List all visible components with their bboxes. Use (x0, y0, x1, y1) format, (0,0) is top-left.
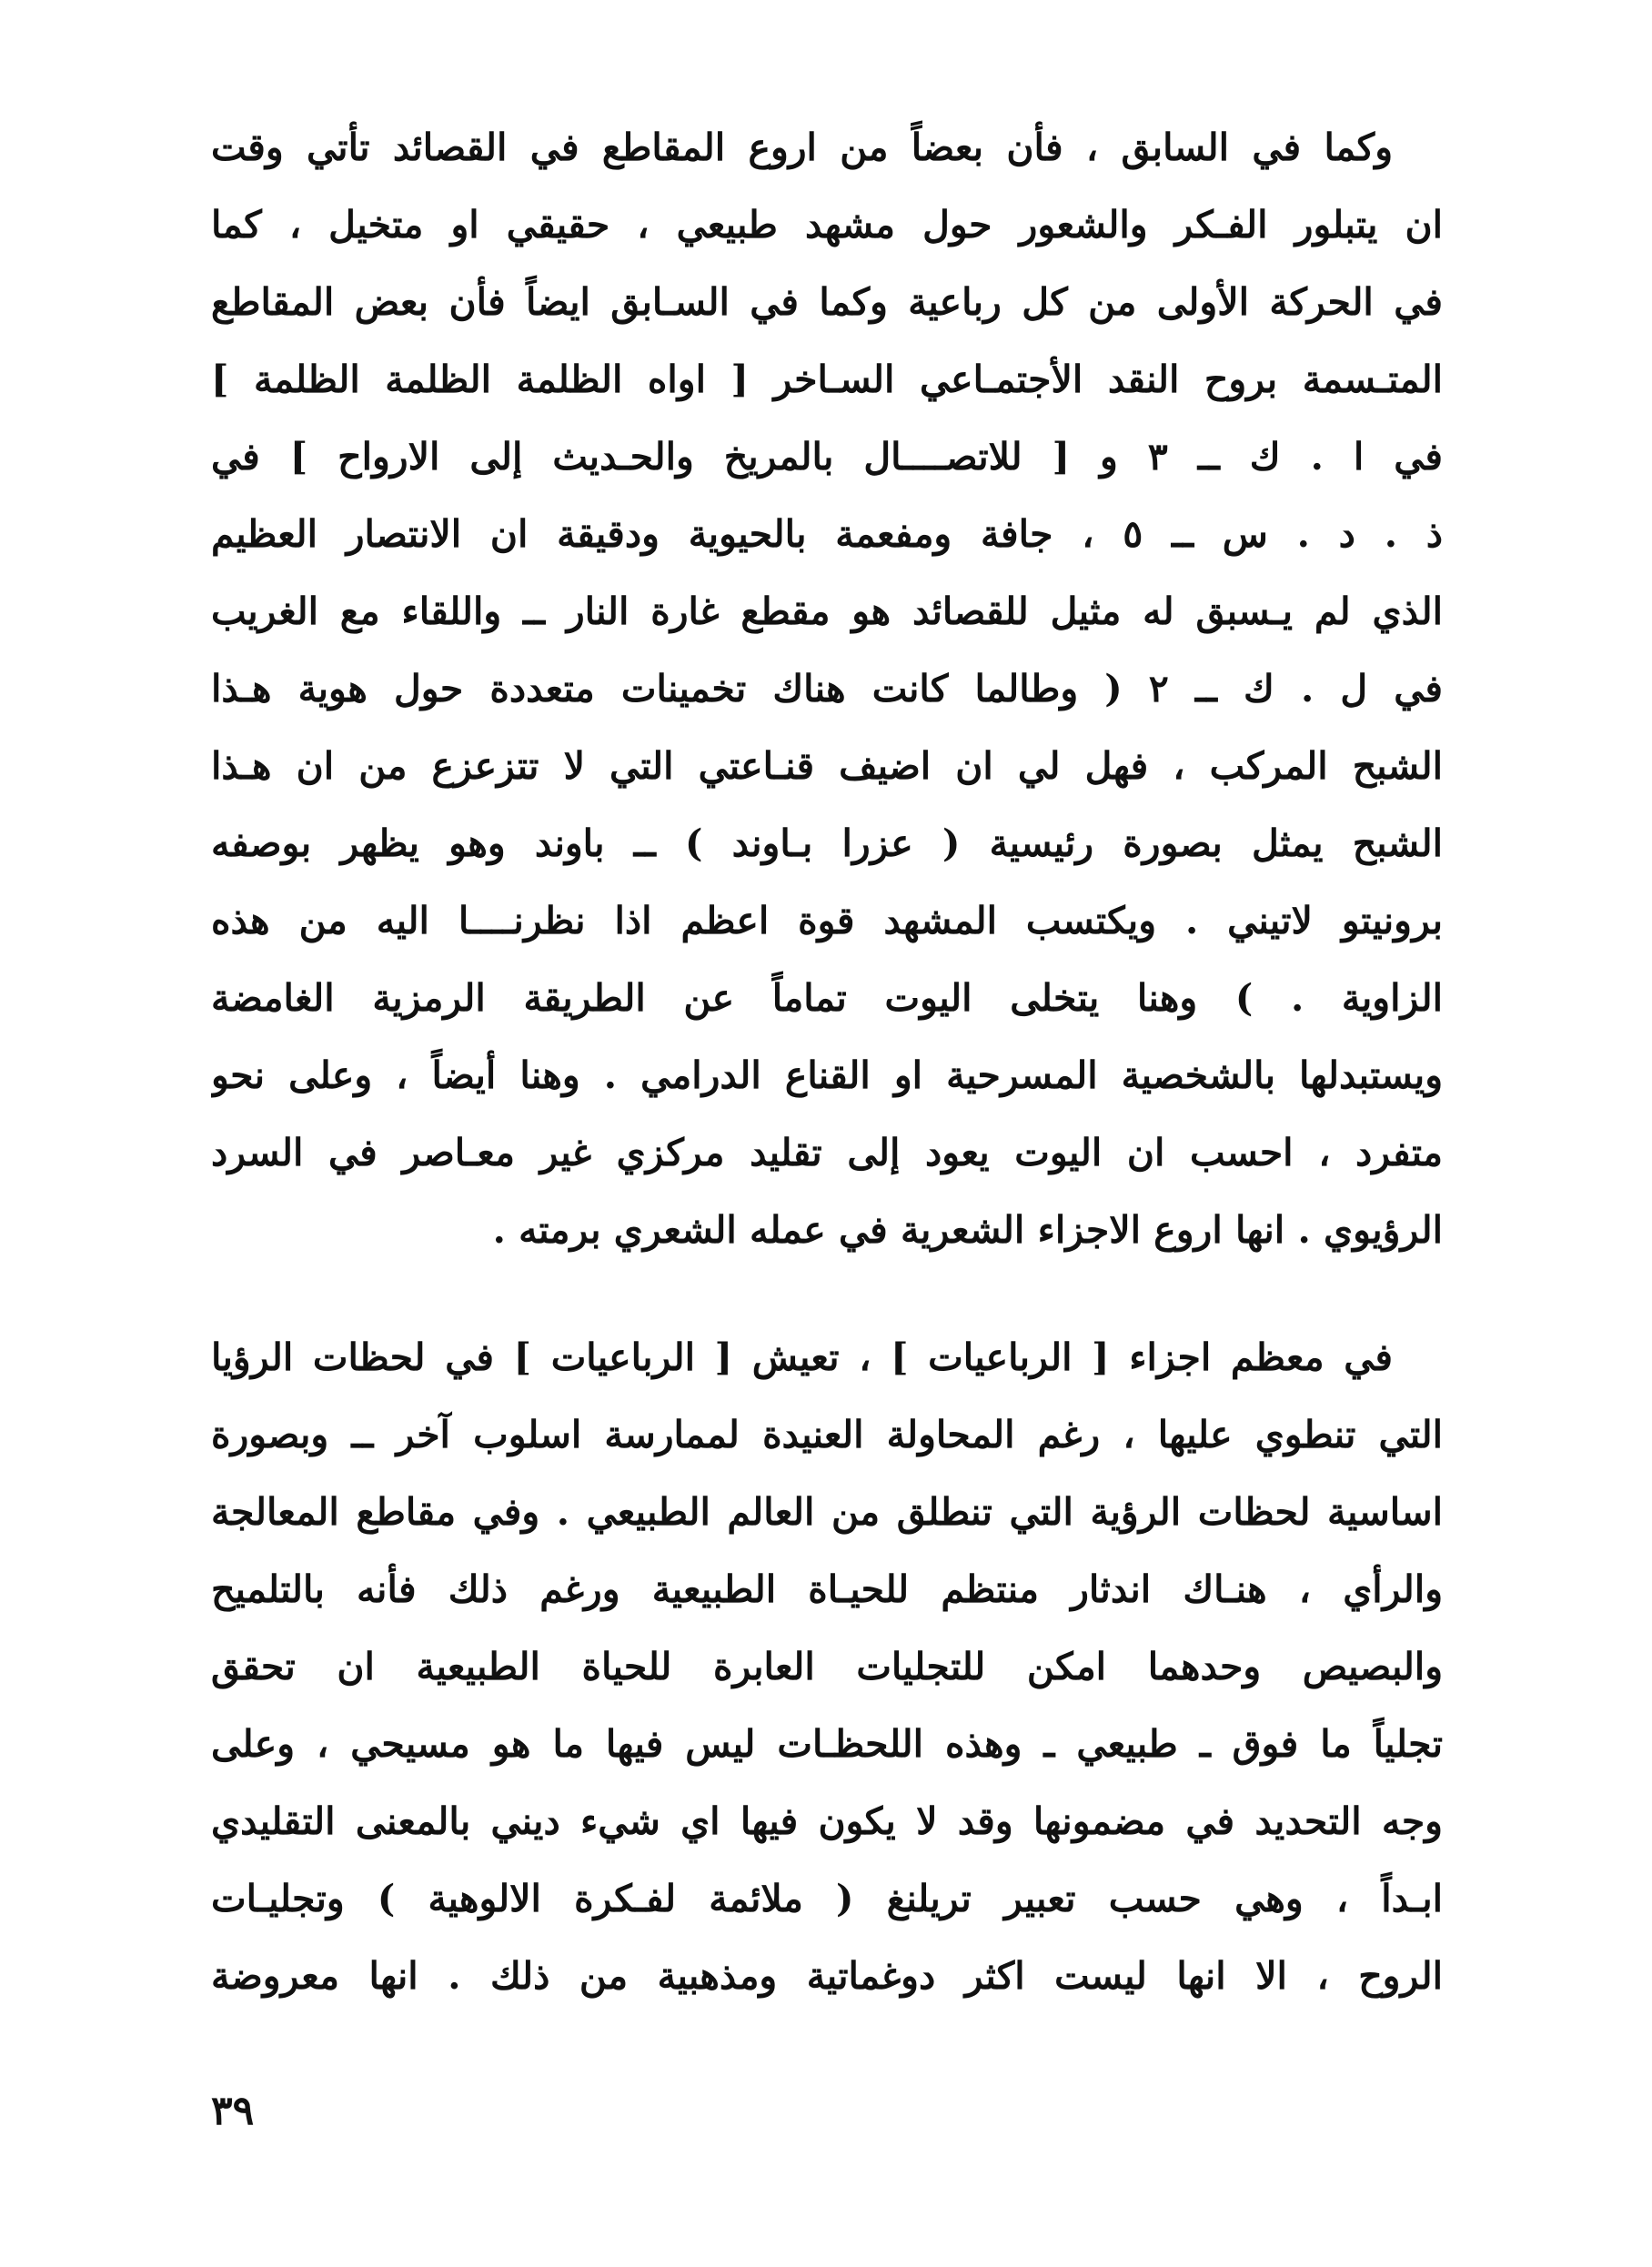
page-number: ٣٩ (211, 2088, 255, 2134)
text-line: في الحركة الأولى من كل رباعية وكما في السـابق ايضاً فأن بعض المقاطع (211, 280, 1443, 324)
text-line: التي تنطوي عليها ، رغم المحاولة العنيدة لممارسة اسلوب آخر ــ وبصورة (211, 1413, 1443, 1456)
text-line: اساسية لحظات الرؤية التي تنطلق من العالم الطبيعي . وفي مقاطع المعالجة (211, 1490, 1443, 1534)
paragraph-1 (211, 109, 1443, 1269)
text-line: في ا . ك ــ ٣ و [ للاتصــــال بالمريخ والحـديث إلى الارواح ] في (211, 435, 1443, 479)
paragraph-2 (211, 1319, 1443, 2015)
text-line: في ل . ك ــ ٢ ( وطالما كانت هناك تخمينات متعددة حول هوية هـذا (211, 667, 1443, 710)
text-line: الذي لم يـسبق له مثيل للقصائد هو مقطع غارة النار ــ واللقاء مع الغريب (211, 589, 1443, 633)
text-line: في معظم اجزاء [ الرباعيات ] ، تعيش [ الرباعيات ] في لحظات الرؤيا (211, 1335, 1393, 1379)
text-line: ابـداً ، وهي حسب تعبير تريلنغ ( ملائمة لفـكرة الالوهية ) وتجليـات (211, 1877, 1443, 1920)
text-line: برونيتو لاتيني . ويكتسب المشهد قوة اعظم اذا نظرنــــا اليه من هذه (211, 899, 1443, 942)
text-line: الشبح يمثل بصورة رئيسية ( عزرا بـاوند ) ــ باوند وهو يظهر بوصفه (211, 821, 1443, 865)
text-line: ذ . د . س ــ ٥ ، جافة ومفعمة بالحيوية ودقيقة ان الانتصار العظيم (211, 512, 1443, 556)
text-line: وجه التحديد في مضمونها وقد لا يكون فيها اي شيء ديني بالمعنى التقليدي (211, 1799, 1443, 1843)
text-line: الزاوية . ) وهنا يتخلى اليوت تماماً عن الطريقة الرمزية الغامضة (211, 976, 1443, 1020)
text-line: المتـسمة بروح النقد الأجتمـاعي السـاخر [ اواه الظلمة الظلمة الظلمة ] (211, 358, 1443, 401)
text-line: الشبح المركب ، فهل لي ان اضيف قنـاعتي التي لا تتزعزع من ان هـذا (211, 744, 1443, 788)
text-line: متفرد ، احسب ان اليوت يعود إلى تقليد مركزي غير معـاصر في السرد (211, 1131, 1443, 1174)
text-line: والرأي ، هنـاك اندثار منتظم للحيـاة الطبيعية ورغم ذلك فأنه بالتلميح (211, 1567, 1443, 1611)
text-line: ان يتبلور الفـكر والشعور حول مشهد طبيعي ، حقيقي او متخيل ، كما (211, 203, 1443, 247)
text-line: تجلياً ما فوق ـ طبيعي ـ وهذه اللحظـات ليس فيها ما هو مسيحي ، وعلى (211, 1722, 1443, 1766)
text-line: الروح ، الا انها ليست اكثر دوغماتية ومذهبية من ذلك . انها معروضة (211, 1954, 1443, 1998)
text-line: والبصيص وحدهما امكن للتجليات العابرة للحياة الطبيعية ان تحقق (211, 1645, 1443, 1688)
text-line: الرؤيوي . انها اروع الاجزاء الشعرية في عمله الشعري برمته . (492, 1208, 1443, 1252)
text-line: وكما في السابق ، فأن بعضاً من اروع المقاطع في القصائد تأتي وقت (211, 126, 1393, 169)
text-line: ويستبدلها بالشخصية المسرحية او القناع الدرامي . وهنا أيضاً ، وعلى نحو (211, 1053, 1443, 1097)
